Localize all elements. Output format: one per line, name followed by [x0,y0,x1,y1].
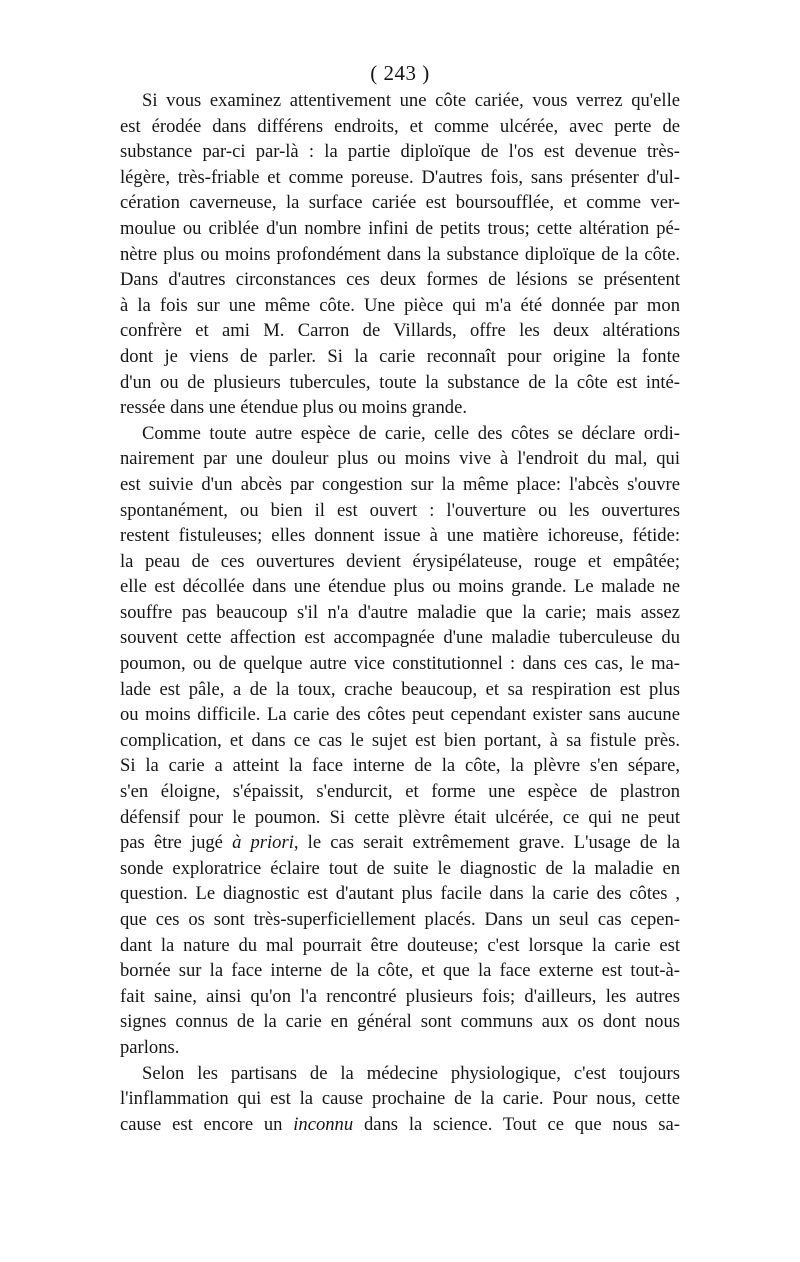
text-line: restent fistuleuses; elles donnent issue à une matière ichoreuse, fétide: [120,525,680,547]
text-line: cération caverneuse, la surface cariée est boursoufflée, et comme ver- [120,192,680,214]
text-line: bornée sur la face interne de la côte, et que la face externe est tout-à- [120,960,680,982]
text-line: complication, et dans ce cas le sujet est bien portant, à sa fistule près. [120,729,680,751]
text-line: parlons. [120,1036,180,1058]
text-line: ressée dans une étendue plus ou moins grande. [120,397,467,419]
text-line: à la fois sur une même côte. Une pièce qui m'a été donnée par mon [120,294,680,316]
text-line: souffre pas beaucoup s'il n'a d'autre maladie que la carie; mais assez [120,601,680,623]
text-line: que ces os sont très-superficiellement placés. Dans un seul cas cepen- [120,909,680,930]
text-line: nairement par une douleur plus ou moins vive à l'endroit du mal, qui [120,448,680,470]
text-line: dant la nature du mal pourrait être douteuse; c'est lorsque la carie est [120,934,680,956]
text-line: est érodée dans différens endroits, et comme ulcérée, avec perte de [120,115,680,137]
page-number: ( 243 ) [370,61,430,85]
paragraph-2 [120,421,680,1061]
text-line: Selon les partisans de la médecine physiologique, c'est toujours [142,1062,680,1084]
text-line: Dans d'autres circonstances ces deux formes de lésions se présentent [120,269,680,291]
italic-text: à priori [232,832,294,854]
text-line: elle est décollée dans une étendue plus ou moins grande. Le malade ne [120,576,680,598]
text-line: nètre plus ou moins profondément dans la substance diploïque de la côte. [120,243,680,265]
text-line: question. Le diagnostic est d'autant plus facile dans la carie des côtes , [120,883,680,905]
text-line: lade est pâle, a de la toux, crache beaucoup, et sa respiration est plus [120,678,680,700]
italic-text: inconnu [293,1113,354,1135]
text-line: spontanément, ou bien il est ouvert : l'ouverture ou les ouvertures [120,499,680,521]
text-line: Comme toute autre espèce de carie, celle des côtes se déclare ordi- [142,422,680,444]
text-line: moulue ou criblée d'un nombre infini de petits trous; cette altération pé- [120,217,680,239]
text-line: défensif pour le poumon. Si cette plèvre était ulcérée, ce qui ne peut [120,806,680,828]
text-line: d'un ou de plusieurs tubercules, toute la substance de la côte est inté- [120,371,680,393]
text-line: la peau de ces ouvertures devient érysipélateuse, rouge et empâtée; [120,550,680,572]
text-line: substance par-ci par-là : la partie diploïque de l'os est devenue très- [120,141,680,163]
paragraph-3 [120,1061,680,1138]
text-line: ou moins difficile. La carie des côtes peut cependant exister sans aucune [120,704,680,726]
text-line: sonde exploratrice éclaire tout de suite le diagnostic de la maladie en [120,857,680,879]
paragraph-1 [120,88,680,421]
text-line: souvent cette affection est accompagnée d'une maladie tuberculeuse du [120,627,680,649]
text-line: légère, très-friable et comme poreuse. D'autres fois, sans présenter d'ul- [120,166,680,188]
text-line: cause est encore un inconnu dans la science. Tout ce que nous sa- [120,1113,680,1135]
text-line: pas être jugé à priori, le cas serait extrêmement grave. L'usage de la [120,832,680,854]
book-page [120,58,680,1137]
text-line: signes connus de la carie en général sont communs aux os dont nous [120,1011,680,1033]
text-line: l'inflammation qui est la cause prochaine de la carie. Pour nous, cette [120,1088,680,1110]
text-line: confrère et ami M. Carron de Villards, offre les deux altérations [120,320,680,342]
text-line: poumon, ou de quelque autre vice constitutionnel : dans ces cas, le ma- [120,653,680,675]
text-line: dont je viens de parler. Si la carie reconnaît pour origine la fonte [120,345,680,367]
text-line: est suivie d'un abcès par congestion sur la même place: l'abcès s'ouvre [120,473,680,495]
text-line: s'en éloigne, s'épaissit, s'endurcit, et forme une espèce de plastron [120,781,680,803]
text-line: fait saine, ainsi qu'on l'a rencontré plusieurs fois; d'ailleurs, les autres [120,985,680,1007]
text-line: Si vous examinez attentivement une côte cariée, vous verrez qu'elle [142,90,680,111]
text-line: Si la carie a atteint la face interne de la côte, la plèvre s'en sépare, [120,755,680,777]
